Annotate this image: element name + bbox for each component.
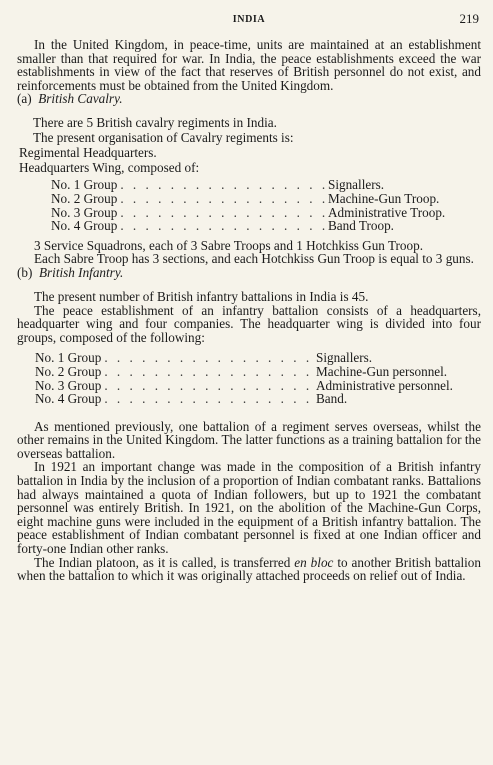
cavalry-count: There are 5 British cavalry regiments in India. <box>33 115 277 131</box>
cavalry-title: British Cavalry. <box>38 91 123 107</box>
list-item: No. 2 Group . . . Machine-Gun personnel. <box>17 365 481 379</box>
infantry-paragraph-1921: In 1921 an important change was made in the composition of a British infantry battalion in India by the inclusion of a proportion of Indian combatant ranks. Battalions had always maintained a quota of Indian followers, but up to 1921 the combatant personnel was entirely British. In 1921, on the abolition of the Machine-Gun Corps, eight machine guns were included in the equipment of a British infantry battalion. The peace establishment of Indian combatant personnel is fixed at one Indian officer and forty-one Indian other ranks. <box>17 459 481 557</box>
list-item: No. 1 Group . . . Signallers. <box>17 351 481 365</box>
list-item: No. 3 Group . . . Administrative personnel. <box>17 379 481 393</box>
list-item: No. 2 Group . . . Machine-Gun Troop. <box>17 192 481 206</box>
cavalry-heading <box>17 92 481 106</box>
list-item: No. 3 Group . . . Administrative Troop. <box>17 206 481 220</box>
list-item: No. 4 Group . . . Band Troop. <box>17 219 481 233</box>
cavalry-group-list <box>17 178 481 232</box>
running-header <box>17 10 481 26</box>
cavalry-hq: Regimental Headquarters. <box>19 145 157 161</box>
infantry-establishment: The peace establishment of an infantry battalion consists of a headquarters, headquarter wing and four companies. The headquarter wing is divided into four groups, composed of the following: <box>17 302 481 345</box>
en-bloc-phrase: en bloc <box>294 554 334 570</box>
infantry-marker: (b) <box>17 264 33 280</box>
intro-paragraph: In the United Kingdom, in peace-time, units are maintained at an establishment smaller than that required for war. In India, the peace establishments exceed the war establishments in view of the fact that reserves of British personnel do not exist, and reinforcements must be obtained from the United Kingdom. <box>17 37 481 93</box>
list-item: No. 4 Group . . . Band. <box>17 392 481 406</box>
running-title: INDIA <box>232 14 266 25</box>
infantry-title: British Infantry. <box>38 264 124 280</box>
cavalry-squadrons: 3 Service Squadrons, each of 3 Sabre Troops and 1 Hotchkiss Gun Troop. <box>34 237 424 253</box>
infantry-count: The present number of British infantry battalions in India is 45. <box>34 288 369 304</box>
cavalry-marker: (a) <box>17 91 32 107</box>
cavalry-wing: Headquarters Wing, composed of: <box>19 160 200 176</box>
infantry-paragraph-overseas: As mentioned previously, one battalion of a regiment serves overseas, whilst the other remains in the United Kingdom. The latter functions as a training battalion for the overseas battalion. <box>17 418 481 461</box>
cavalry-sabre-troop: Each Sabre Troop has 3 sections, and each Hotchkiss Gun Troop is equal to 3 guns. <box>34 251 474 267</box>
cavalry-organisation: The present organisation of Cavalry regiments is: <box>33 130 294 146</box>
infantry-heading <box>17 266 481 280</box>
page-number: 219 <box>459 11 479 26</box>
infantry-group-list <box>17 351 481 405</box>
list-item: No. 1 Group . . . Signallers. <box>17 178 481 192</box>
infantry-paragraph-platoon: The Indian platoon, as it is called, is transferred en bloc to another British battalion when the battalion to which it was originally attached proceeds on relief out of India. <box>17 554 481 584</box>
